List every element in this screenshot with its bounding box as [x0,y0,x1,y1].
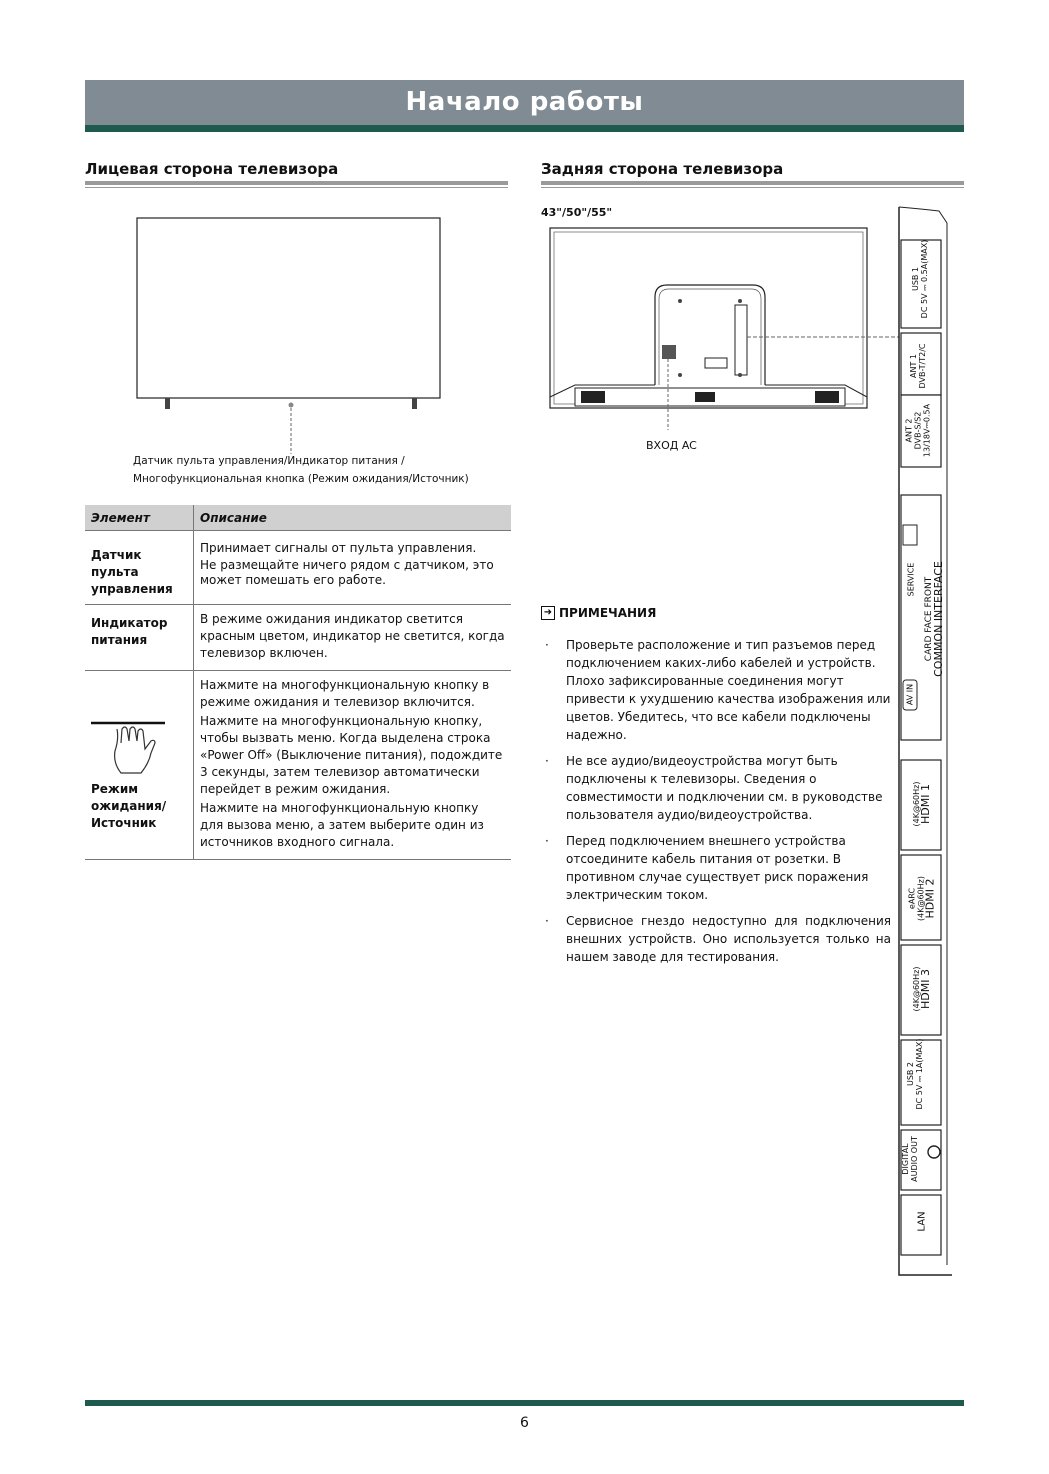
tv-front-illustration [130,212,450,462]
common-interface-label: CARD FACE FRONT COMMON INTERFACE [924,561,945,677]
front-section-title: Лицевая сторона телевизора [85,160,339,178]
model-sizes: 43"/50"/55" [541,206,613,219]
ant2-label: ANT 2 DVB-S/S2 13/18V⎓0.5A [904,403,932,458]
av-in-label: AV IN [905,683,915,706]
row-element: Индикатор питания [85,605,194,671]
page-number: 6 [520,1415,529,1431]
element-table [85,505,511,860]
table-row [85,605,511,671]
hdmi3-label: (4K@60Hz) HDMI 3 [912,966,932,1012]
back-title-rule [541,181,964,185]
ant1-label: ANT 1 DVB-T/T2/C [909,343,927,389]
page-title: Начало работы [405,87,644,117]
hand-press-icon [89,717,169,779]
col-description: Описание [194,505,512,531]
front-caption-line2: Многофункциональная кнопка (Режим ожидания/Источник) [133,473,469,485]
front-title-rule-thin [85,187,508,188]
row-description: Нажмите на многофункциональную кнопку в режиме ожидания и телевизор включится. Нажмите на многофункциональную кнопку, чтобы вызвать меню. Когда выделена строка «Power Off» (Выключение питания), подождите 3 секунды, затем телевизор автоматически перейдет в режим ожидания. Нажмите на многофункциональную кнопку для вызова меню, а затем выберите один из источников входного сигнала. [194,671,512,860]
front-caption-line1: Датчик пульта управления/Индикатор питания / [133,455,405,467]
usb2-label: USB 2 DC 5V ⎓ 1A(MAX) [906,1038,924,1110]
list-item: · Сервисное гнездо недоступно для подключения внешних устройств. Оно используется только на нашем заводе для тестирования. [541,912,891,966]
notes-title: ➜ ПРИМЕЧАНИЯ [541,606,656,620]
hdmi2-label: eARC (4K@60Hz) HDMI 2 [907,876,937,921]
footer-rule [85,1400,964,1406]
row-element: Датчик пульта управления [85,531,194,605]
lan-label: LAN [916,1211,928,1232]
ac-input-label: ВХОД AC [646,439,697,452]
port-panel [897,205,952,1280]
notes-list [541,636,891,974]
front-title-rule [85,181,508,185]
list-item: · Проверьте расположение и тип разъемов перед подключением каких-либо кабелей и устройств. Плохо зафиксированные соединения могут привести к ухудшению качества изображения или цветов. Убедитесь, что все кабели подключены надежно. [541,636,891,744]
tv-back-illustration [545,225,900,440]
page-header [85,80,964,132]
table-row [85,671,511,860]
row-element: Режим ожидания/ Источник [85,671,194,860]
service-label: SERVICE [906,562,916,597]
digital-audio-label: DIGITAL AUDIO OUT [901,1136,919,1182]
back-title-rule-thin [541,187,964,188]
hdmi1-label: (4K@60Hz) HDMI 1 [912,781,932,827]
row-description: В режиме ожидания индикатор светится красным цветом, индикатор не светится, когда телевизор включен. [194,605,512,671]
list-item: · Не все аудио/видеоустройства могут быть подключены к телевизоры. Сведения о совместимости и подключении см. в руководстве пользователя аудио/видеоустройства. [541,752,891,824]
row-description: Принимает сигналы от пульта управления. Не размещайте ничего рядом с датчиком, это может помешать его работе. [194,531,512,605]
arrow-right-icon: ➜ [541,606,555,620]
back-section-title: Задняя сторона телевизора [541,160,784,178]
table-row [85,531,511,605]
list-item: · Перед подключением внешнего устройства отсоедините кабель питания от розетки. В противном случае существует риск поражения электрическим током. [541,832,891,904]
col-element: Элемент [85,505,194,531]
usb1-label: USB 1 DC 5V ⎓ 0.5A(MAX) [911,239,929,319]
table-header-row [85,505,511,531]
